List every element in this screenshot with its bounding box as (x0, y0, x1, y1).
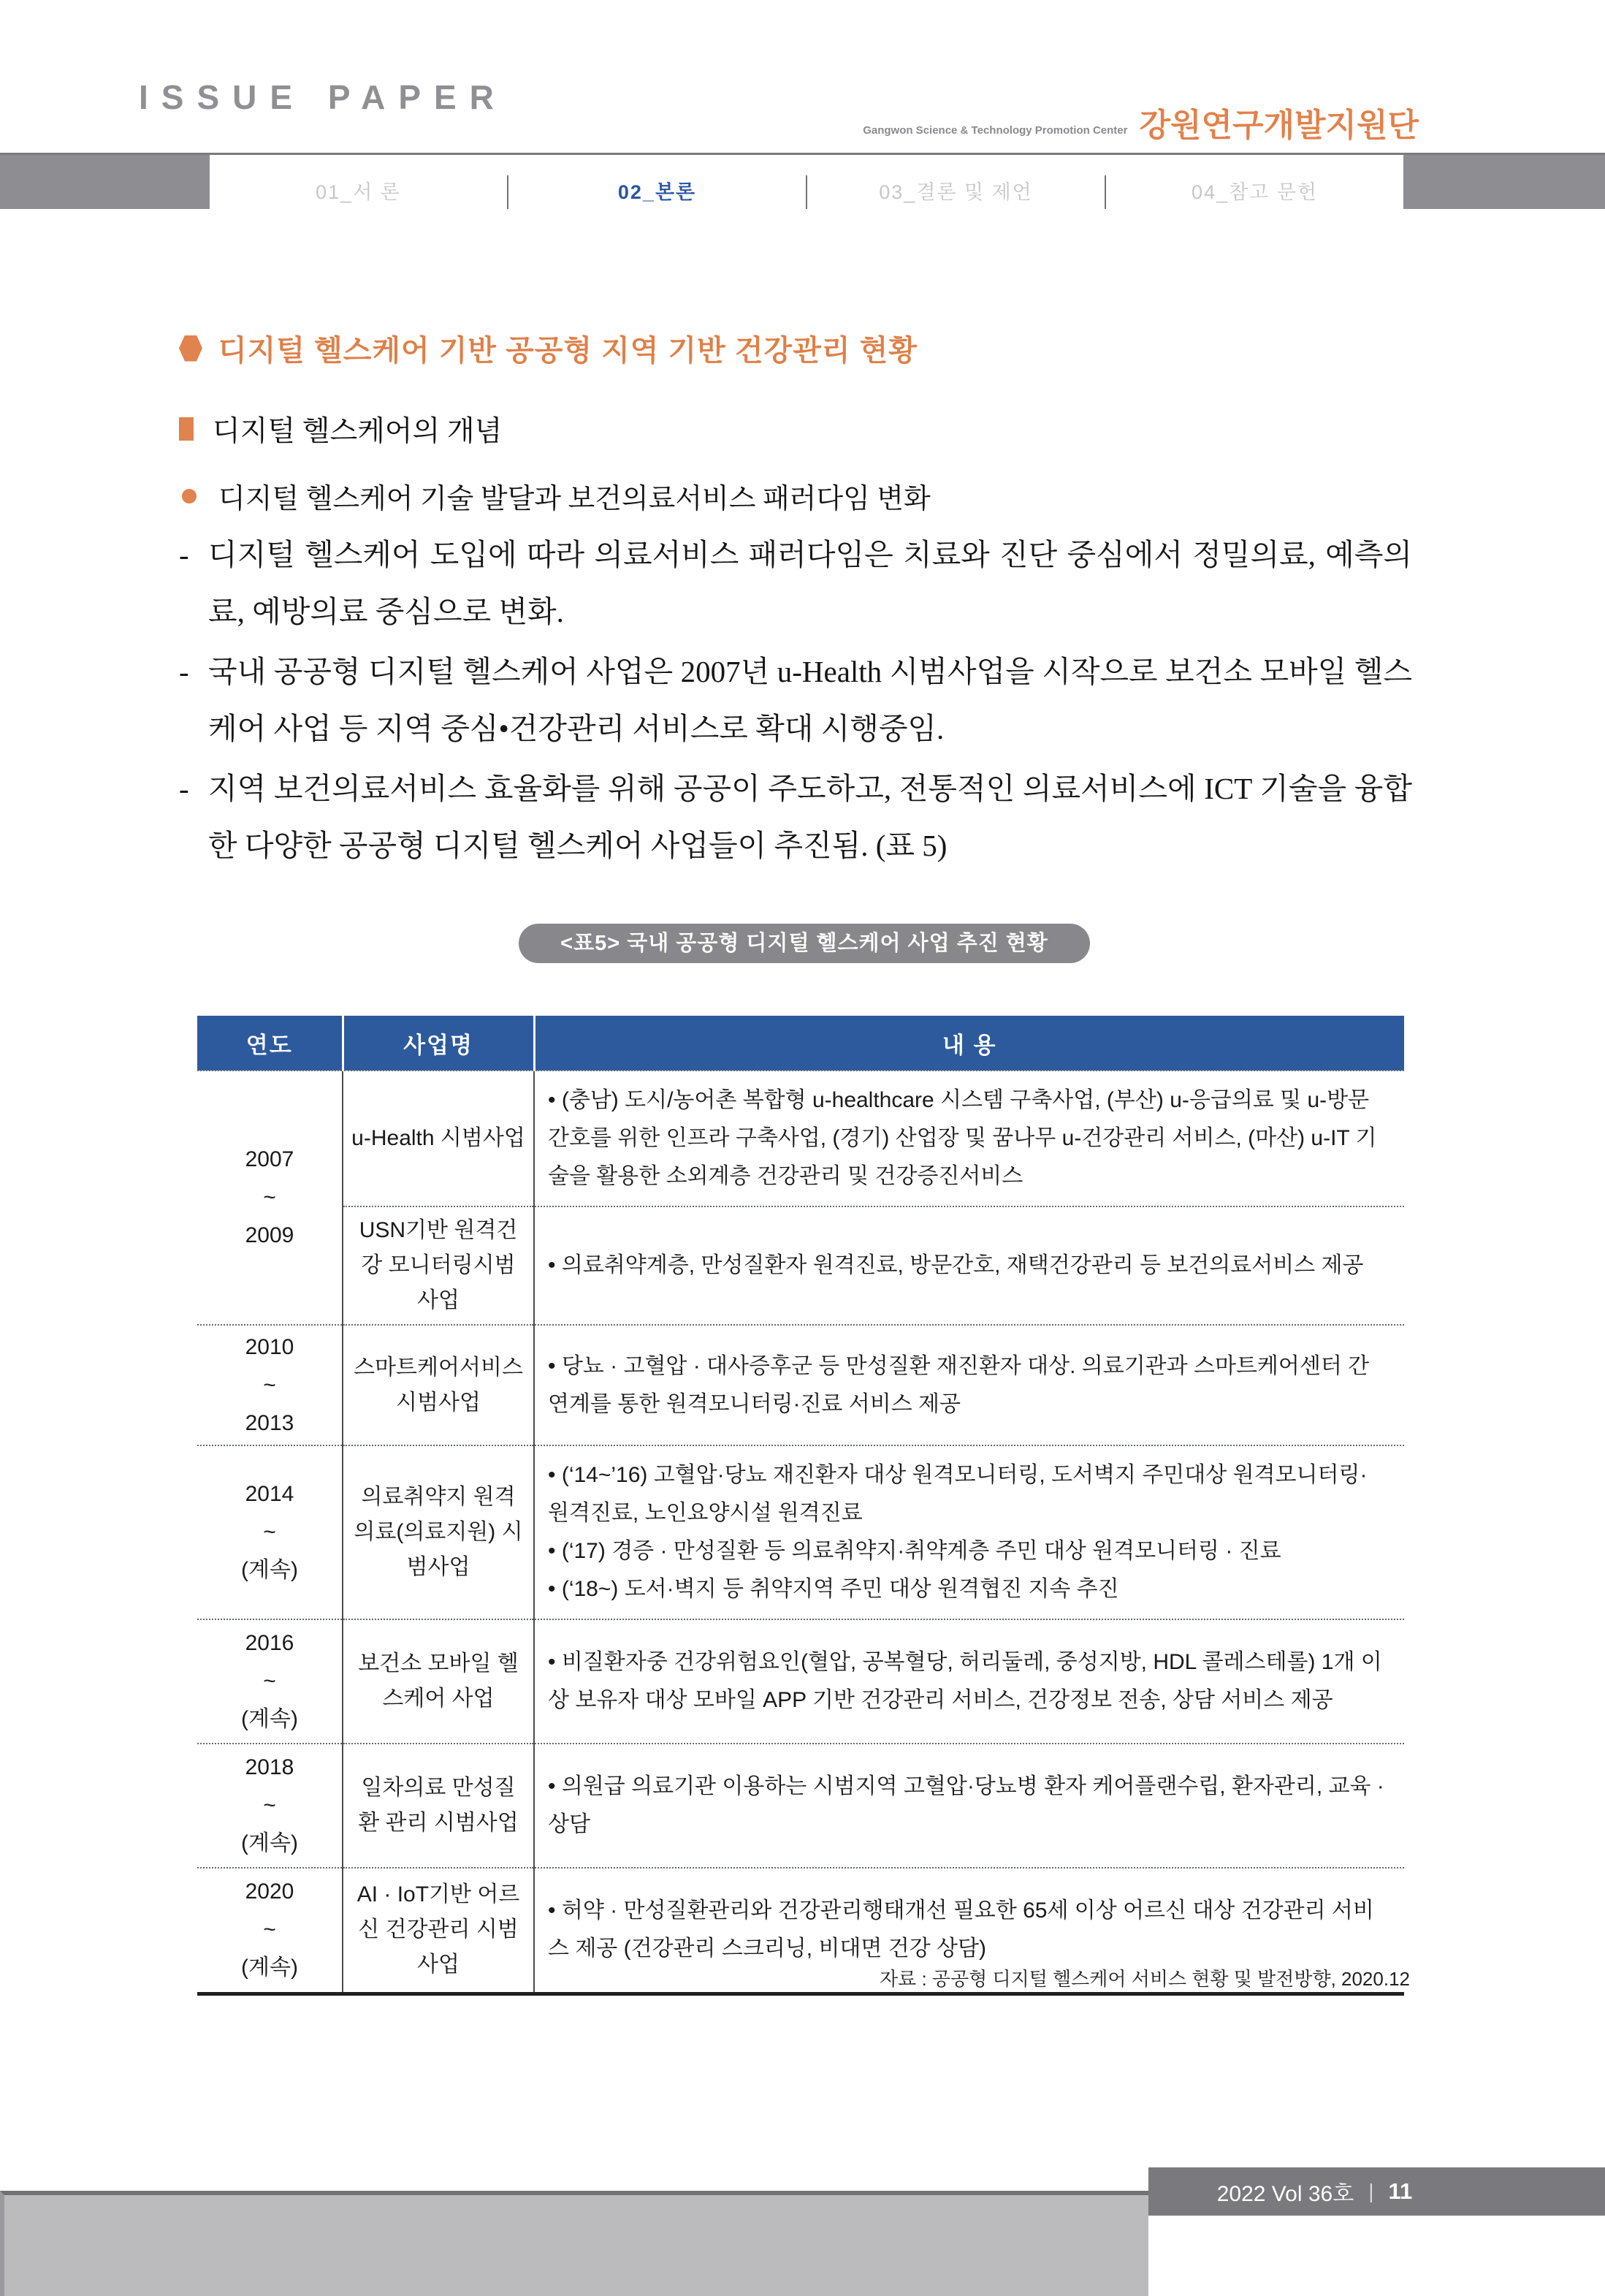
table-row (197, 1325, 1404, 1445)
dash-bullet: - (179, 538, 189, 571)
table-row (197, 1744, 1404, 1868)
dash-paragraph (179, 760, 1412, 874)
tab-bar (210, 155, 1403, 209)
bullet-title: 디지털 헬스케어 기술 발달과 보건의료서비스 패러다임 변화 (218, 484, 931, 514)
section-title-row (179, 327, 1412, 369)
project-cell: 보건소 모바일 헬스케어 사업 (343, 1619, 534, 1744)
tab-04_참고 문헌[interactable]: 04_참고 문헌 (1192, 181, 1318, 203)
project-cell: 의료취약지 원격의료(의료지원) 시범사업 (343, 1445, 534, 1619)
column-header-project: 사업명 (343, 1016, 534, 1071)
circle-bullet-icon (182, 489, 197, 503)
org-name-korean: 강원연구개발지원단 (1139, 107, 1419, 143)
issue-paper-logo: ISSUE PAPER (139, 78, 507, 116)
year-cell: 2007 ~ 2009 (197, 1071, 343, 1325)
content-bullet: • (‘14~’16) 고혈압·당뇨 재진환자 대상 원격모니터링, 도서벽지 주민대상 원격모니터링·원격진료, 노인요양시설 원격진료 (548, 1463, 1368, 1525)
content-bullet: • 허약 · 만성질환관리와 건강관리행태개선 필요한 65세 이상 어르신 대상 건강관리 서비스 제공 (건강관리 스크리닝, 비대면 건강 상담) (548, 1898, 1374, 1961)
bullet-title-row (179, 476, 1412, 516)
brand (863, 101, 1419, 142)
content-bullet: • 당뇨 · 고혈압 · 대사증후군 등 만성질환 재진환자 대상. 의료기관과 스마트케어센터 간 연계를 통한 원격모니터링·진료 서비스 제공 (548, 1353, 1370, 1416)
paragraph-text: 국내 공공형 디지털 헬스케어 사업은 2007년 u-Health 시범사업을 시작으로 보건소 모바일 헬스케어 사업 등 지역 중심•건강관리 서비스로 확대 시행중임. (208, 655, 1412, 745)
content-bullet: • (‘17) 경증 · 만성질환 등 의료취약지·취약계층 주민 대상 원격모니터링 · 진료 (548, 1539, 1281, 1563)
year-cell: 2010 ~ 2013 (197, 1325, 343, 1445)
table-row (197, 1071, 1404, 1206)
content-cell (534, 1744, 1404, 1868)
table-header-row (197, 1016, 1404, 1071)
source-note: 자료 : 공공형 디지털 헬스케어 서비스 현황 및 발전방향, 2020.12 (880, 1968, 1410, 1990)
dash-bullet: - (179, 655, 189, 688)
main-content (179, 327, 1412, 877)
year-cell: 2018 ~ (계속) (197, 1744, 343, 1868)
project-cell: USN기반 원격건강 모니터링시범사업 (343, 1206, 534, 1325)
paragraph-list (179, 526, 1412, 874)
section-title: 디지털 헬스케어 기반 공공형 지역 기반 건강관리 현황 (218, 335, 918, 367)
year-cell: 2016 ~ (계속) (197, 1619, 343, 1744)
hexagon-bullet-icon (179, 335, 202, 362)
table-row (197, 1206, 1404, 1325)
content-bullet: • (충남) 도시/농어촌 복합형 u-healthcare 시스템 구축사업, (부산) u-응급의료 및 u-방문간호를 위한 인프라 구축사업, (경기) 산업장 및 꿈나무 u-건강관리 서비스, (마산) u-IT 기술을 활용한 소외계층 건강관리 및 건강증진서비스 (548, 1088, 1377, 1188)
page-number-box (1148, 2167, 1605, 2216)
paragraph-text: 지역 보건의료서비스 효율화를 위해 공공이 주도하고, 전통적인 의료서비스에 ICT 기술을 융합한 다양한 공공형 디지털 헬스케어 사업들이 추진됨. (표 5) (208, 772, 1412, 862)
paragraph-text: 디지털 헬스케어 도입에 따라 의료서비스 패러다임은 치료와 진단 중심에서 정밀의료, 예측의료, 예방의료 중심으로 변화. (208, 538, 1412, 628)
content-bullet: • (‘18~) 도서·벽지 등 취약지역 주민 대상 원격협진 지속 추진 (548, 1577, 1119, 1601)
table-body (197, 1071, 1404, 1993)
dash-bullet: - (179, 772, 189, 805)
project-cell: AI · IoT기반 어르신 건강관리 시범사업 (343, 1868, 534, 1993)
table-caption: <표5> 국내 공공형 디지털 헬스케어 사업 추진 현황 (519, 924, 1090, 963)
content-bullet: • 비질환자중 건강위험요인(혈압, 공복혈당, 허리둘레, 중성지방, HDL 콜레스테롤) 1개 이상 보유자 대상 모바일 APP 기반 건강관리 서비스, 건강정보 전송, 상담 서비스 제공 (548, 1650, 1382, 1712)
page-number: 11 (1388, 2178, 1413, 2204)
data-table (197, 1016, 1404, 1996)
content-bullet: • 의원급 의료기관 이용하는 시범지역 고혈압·당뇨병 환자 케어플랜수립, 환자관리, 교육 · 상담 (548, 1774, 1384, 1836)
content-cell (534, 1071, 1404, 1206)
project-cell: 일차의료 만성질환 관리 시범사업 (343, 1744, 534, 1868)
tab-band (0, 153, 1605, 209)
table-row (197, 1445, 1404, 1619)
dash-paragraph (179, 526, 1412, 640)
footer-block (0, 2191, 1148, 2296)
content-cell (534, 1325, 1404, 1445)
project-cell: u-Health 시범사업 (343, 1071, 534, 1206)
dash-paragraph (179, 643, 1412, 757)
content-cell (534, 1619, 1404, 1744)
column-header-content: 내 용 (534, 1016, 1404, 1071)
year-cell: 2020 ~ (계속) (197, 1868, 343, 1993)
org-name-english: Gangwon Science & Technology Promotion Center (863, 124, 1128, 137)
content-cell (534, 1206, 1404, 1325)
tab-01_서 론[interactable]: 01_서 론 (210, 175, 508, 209)
footer-divider: | (1368, 2180, 1374, 2202)
subsection-title-row (179, 408, 1412, 449)
project-cell: 스마트케어서비스 시범사업 (343, 1325, 534, 1445)
year-cell: 2014 ~ (계속) (197, 1445, 343, 1619)
issue-label: 2022 Vol 36호 (1216, 2182, 1354, 2206)
tab-02_본론[interactable]: 02_본론 (508, 175, 807, 209)
square-bullet-icon (179, 417, 194, 441)
content-bullet: • 의료취약계층, 만성질환자 원격진료, 방문간호, 재택건강관리 등 보건의료서비스 제공 (548, 1253, 1364, 1277)
content-cell (534, 1445, 1404, 1619)
table-row (197, 1619, 1404, 1744)
subsection-title: 디지털 헬스케어의 개념 (213, 416, 503, 447)
column-header-year: 연도 (197, 1016, 343, 1071)
tab-03_결론 및 제언[interactable]: 03_결론 및 제언 (807, 175, 1106, 209)
